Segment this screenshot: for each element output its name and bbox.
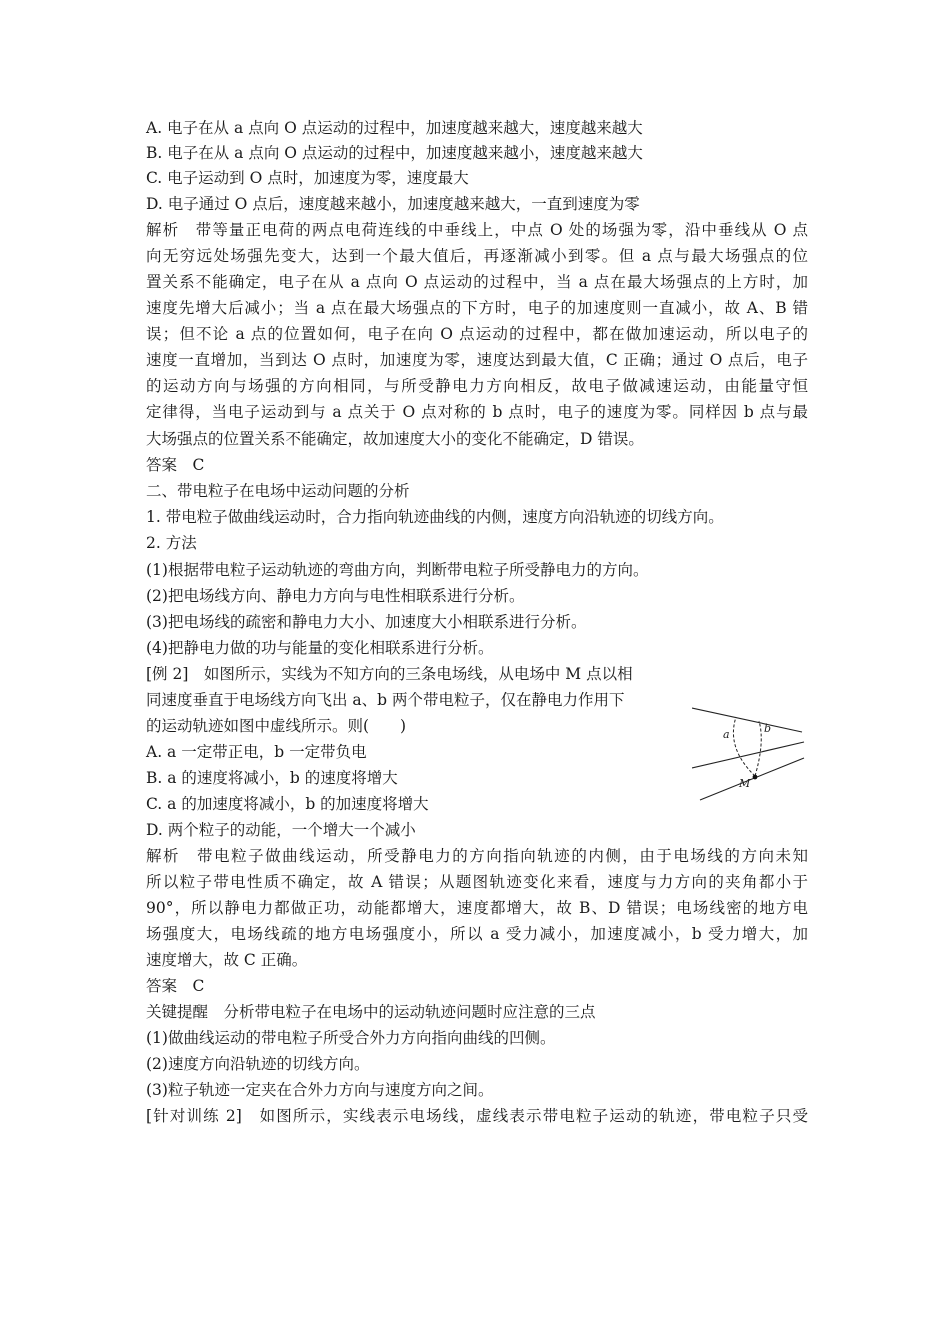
text-line: 二、带电粒子在电场中运动问题的分析 <box>146 482 410 500</box>
text-line: (3)把电场线的疏密和静电力大小、加速度大小相联系进行分析。 <box>146 613 587 631</box>
text-line: (2)把电场线方向、静电力方向与电性相联系进行分析。 <box>146 587 525 605</box>
text-line: C. a 的加速度将减小，b 的加速度将增大 <box>146 795 429 813</box>
text-line: D. 两个粒子的动能，一个增大一个减小 <box>146 821 416 839</box>
text-line: B. a 的速度将减小，b 的速度将增大 <box>146 769 398 787</box>
text-line: 解析 带等量正电荷的两点电荷连线的中垂线上，中点 O 处的场强为零，沿中垂线从 O 点 <box>146 221 808 239</box>
text-line: 2. 方法 <box>146 534 197 552</box>
label-m: M <box>739 777 751 790</box>
text-line: (3)粒子轨迹一定夹在合外力方向与速度方向之间。 <box>146 1081 494 1099</box>
text-line: 速度先增大后减小；当 a 点在最大场强点的下方时，电子的加速度则一直减小，故 A、B 错 <box>146 299 808 317</box>
text-line: 大场强点的位置关系不能确定，故加速度大小的变化不能确定，D 错误。 <box>146 430 644 448</box>
text-line: A. 电子在从 a 点向 O 点运动的过程中，加速度越来越大，速度越来越大 <box>146 119 643 137</box>
text-line: C. 电子运动到 O 点时，加速度为零，速度最大 <box>146 169 469 187</box>
text-line: 误；但不论 a 点的位置如何，电子在向 O 点运动的过程中，都在做加速运动，所以电子的 <box>146 325 808 343</box>
text-line: 所以粒子带电性质不确定，故 A 错误；从题图轨迹变化来看，速度与力方向的夹角都小于 <box>146 873 808 891</box>
text-line: [针对训练 2] 如图所示，实线表示电场线，虚线表示带电粒子运动的轨迹，带电粒子只受 <box>146 1107 808 1125</box>
text-line: 置关系不能确定，电子在从 a 点向 O 点运动的过程中，当 a 点在最大场强点的上方时，加 <box>146 273 808 291</box>
text-line: 向无穷远处场强先变大，达到一个最大值后，再逐渐减小到零。但 a 点与最大场强点的位 <box>146 247 808 265</box>
text-line: [例 2] 如图所示，实线为不知方向的三条电场线，从电场中 M 点以相 <box>146 665 633 683</box>
field-line-top <box>692 708 802 732</box>
label-a: a <box>723 728 730 741</box>
text-line: D. 电子通过 O 点后，速度越来越小，加速度越来越大，一直到速度为零 <box>146 195 640 213</box>
text-line: B. 电子在从 a 点向 O 点运动的过程中，加速度越来越小，速度越来越大 <box>146 144 643 162</box>
label-b: b <box>764 722 772 735</box>
text-line: 的运动轨迹如图中虚线所示。则( ) <box>146 717 407 735</box>
text-line: 关键提醒 分析带电粒子在电场中的运动轨迹问题时应注意的三点 <box>146 1003 596 1021</box>
text-line: 速度增大，故 C 正确。 <box>146 951 308 969</box>
point-m <box>753 775 758 780</box>
text-line: 同速度垂直于电场线方向飞出 a、b 两个带电粒子，仅在静电力作用下 <box>146 691 625 709</box>
text-line: 速度一直增加，当到达 O 点时，加速度为零，速度达到最大值，C 正确；通过 O 点后，电子 <box>146 351 808 369</box>
text-line: (2)速度方向沿轨迹的切线方向。 <box>146 1055 370 1073</box>
text-line: 定律得，当电子运动到与 a 点关于 O 点对称的 b 点时，电子的速度为零。同样因 b 点与最 <box>146 403 808 421</box>
field-lines-diagram <box>692 704 812 804</box>
text-line: A. a 一定带正电，b 一定带负电 <box>146 743 367 761</box>
field-line-bottom <box>700 758 804 800</box>
text-line: 场强度大，电场线疏的地方电场强度小，所以 a 受力减小，加速度减小，b 受力增大，加 <box>146 925 808 943</box>
text-line: 90°，所以静电力都做正功，动能都增大，速度都增大，故 B、D 错误；电场线密的地方电 <box>146 899 808 917</box>
text-line: 的运动方向与场强的方向相同，与所受静电力方向相反，故电子做减速运动，由能量守恒 <box>146 377 808 395</box>
trajectory-b <box>755 721 761 776</box>
text-line: 答案 C <box>146 977 205 995</box>
text-line: (1)做曲线运动的带电粒子所受合外力方向指向曲线的凹侧。 <box>146 1029 556 1047</box>
electric-field-figure <box>692 704 812 804</box>
field-line-middle <box>692 742 804 768</box>
text-line: (4)把静电力做的功与能量的变化相联系进行分析。 <box>146 639 494 657</box>
text-line: (1)根据带电粒子运动轨迹的弯曲方向，判断带电粒子所受静电力的方向。 <box>146 561 649 579</box>
text-line: 1. 带电粒子做曲线运动时，合力指向轨迹曲线的内侧，速度方向沿轨迹的切线方向。 <box>146 508 724 526</box>
trajectory-a <box>733 717 755 776</box>
text-line: 解析 带电粒子做曲线运动，所受静电力的方向指向轨迹的内侧，由于电场线的方向未知 <box>146 847 808 865</box>
text-line: 答案 C <box>146 456 205 474</box>
